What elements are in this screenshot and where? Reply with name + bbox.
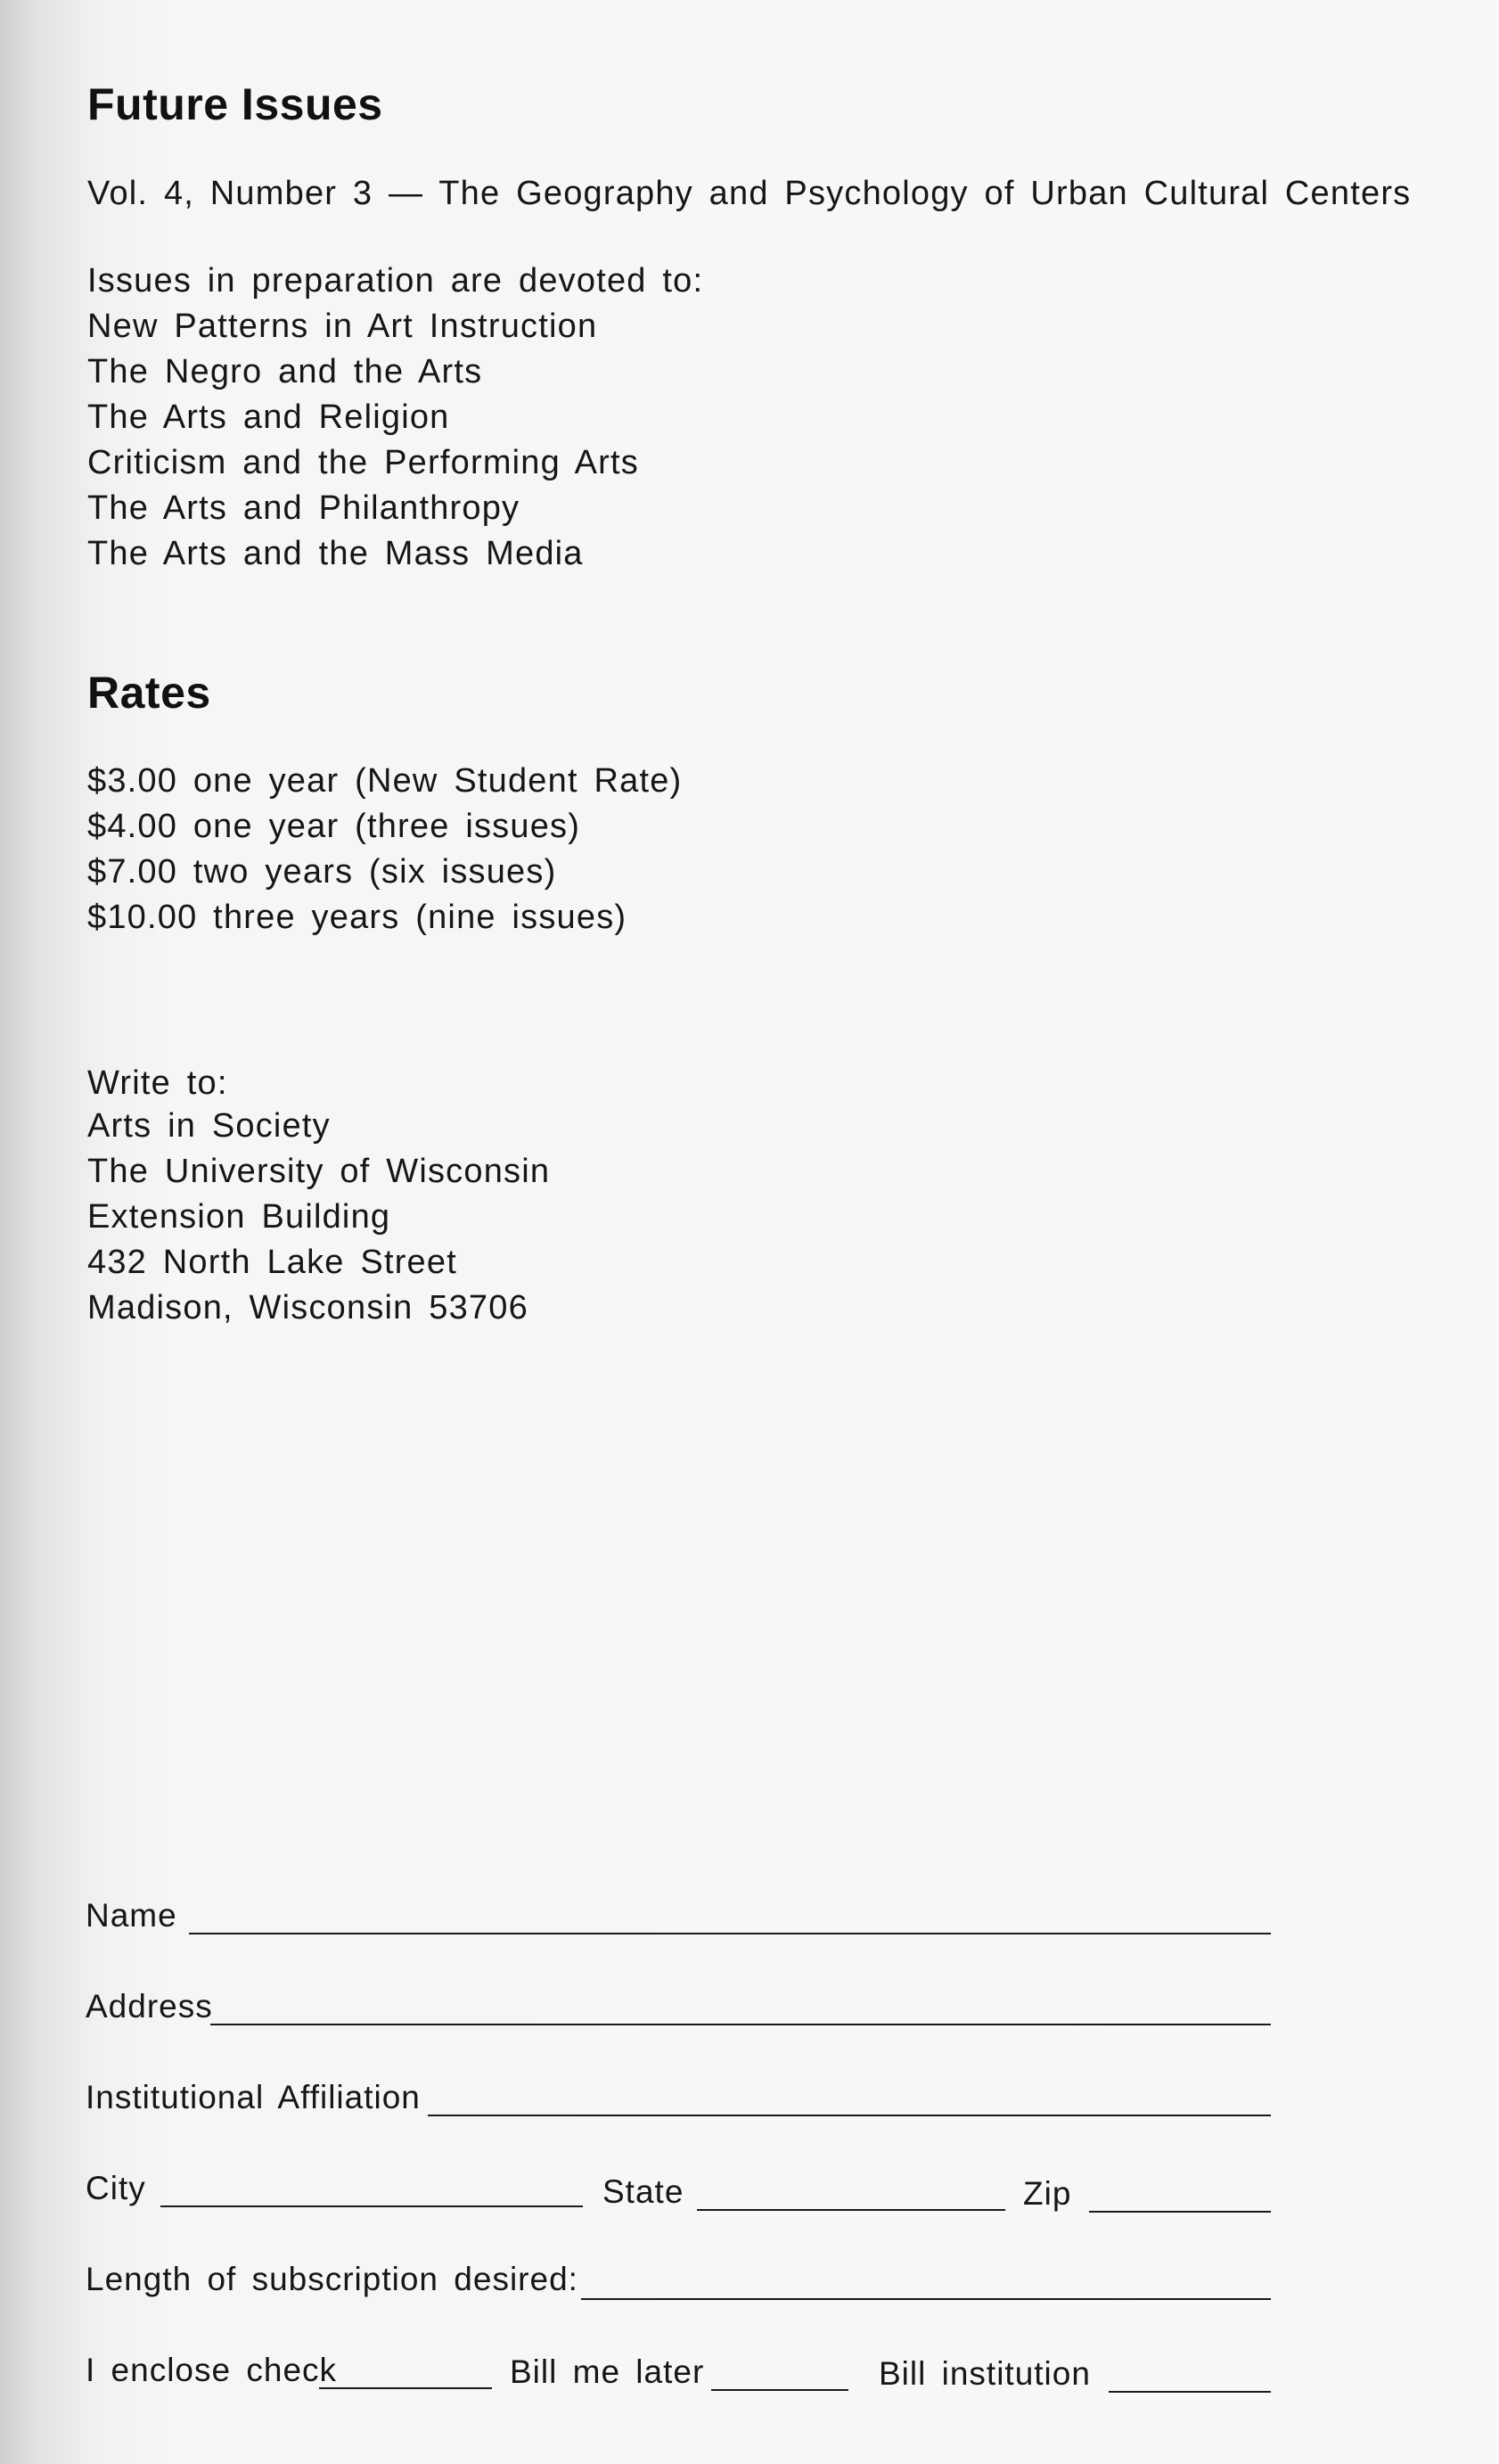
city-state-zip-row bbox=[86, 2170, 1271, 2216]
name-field[interactable] bbox=[189, 1933, 1271, 1934]
state-label: State bbox=[602, 2173, 684, 2210]
state-field[interactable] bbox=[697, 2209, 1005, 2211]
list-item: 432 North Lake Street bbox=[87, 1244, 457, 1281]
payment-row bbox=[86, 2352, 1271, 2398]
subscription-length-field[interactable] bbox=[581, 2298, 1271, 2300]
enclose-check-field[interactable] bbox=[319, 2387, 492, 2389]
list-item: Madison, Wisconsin 53706 bbox=[87, 1289, 528, 1326]
subscription-length-label: Length of subscription desired: bbox=[86, 2261, 578, 2297]
address-field[interactable] bbox=[210, 2024, 1271, 2025]
current-issue-line: Vol. 4, Number 3 — The Geography and Psychology of Urban Cultural Centers bbox=[87, 175, 1412, 212]
topics-list bbox=[87, 304, 639, 577]
list-item: The Arts and the Mass Media bbox=[87, 535, 584, 572]
city-label: City bbox=[86, 2170, 146, 2206]
name-label: Name bbox=[86, 1897, 177, 1934]
city-field[interactable] bbox=[160, 2205, 583, 2207]
list-item: $7.00 two years (six issues) bbox=[87, 853, 557, 891]
list-item: New Patterns in Art Instruction bbox=[87, 308, 598, 345]
address-label: Address bbox=[86, 1988, 213, 2025]
zip-label: Zip bbox=[1023, 2175, 1072, 2212]
rates-list bbox=[87, 759, 682, 940]
list-item: $3.00 one year (New Student Rate) bbox=[87, 762, 683, 800]
affiliation-row bbox=[86, 2079, 1271, 2125]
rates-heading: Rates bbox=[87, 668, 211, 718]
bill-later-label: Bill me later bbox=[510, 2353, 705, 2390]
bill-later-field[interactable] bbox=[711, 2389, 848, 2391]
future-issues-heading: Future Issues bbox=[87, 79, 383, 129]
list-item: The Arts and Philanthropy bbox=[87, 489, 520, 527]
list-item: The Negro and the Arts bbox=[87, 353, 483, 390]
enclose-check-label: I enclose check bbox=[86, 2352, 338, 2388]
bill-institution-label: Bill institution bbox=[879, 2355, 1091, 2392]
list-item: The Arts and Religion bbox=[87, 398, 450, 436]
list-item: $10.00 three years (nine issues) bbox=[87, 899, 627, 936]
list-item: The University of Wisconsin bbox=[87, 1153, 551, 1190]
address-row bbox=[86, 1988, 1271, 2034]
name-row bbox=[86, 1897, 1271, 1943]
zip-field[interactable] bbox=[1089, 2211, 1271, 2213]
bill-institution-field[interactable] bbox=[1109, 2391, 1271, 2393]
preparation-intro: Issues in preparation are devoted to: bbox=[87, 262, 704, 300]
list-item: Criticism and the Performing Arts bbox=[87, 444, 639, 481]
list-item: $4.00 one year (three issues) bbox=[87, 808, 581, 845]
list-item: Extension Building bbox=[87, 1198, 391, 1236]
affiliation-label: Institutional Affiliation bbox=[86, 2079, 421, 2115]
affiliation-field[interactable] bbox=[428, 2115, 1271, 2116]
mailing-address bbox=[87, 1104, 550, 1331]
write-to-label: Write to: bbox=[87, 1064, 228, 1102]
list-item: Arts in Society bbox=[87, 1107, 331, 1145]
length-row bbox=[86, 2261, 1271, 2307]
